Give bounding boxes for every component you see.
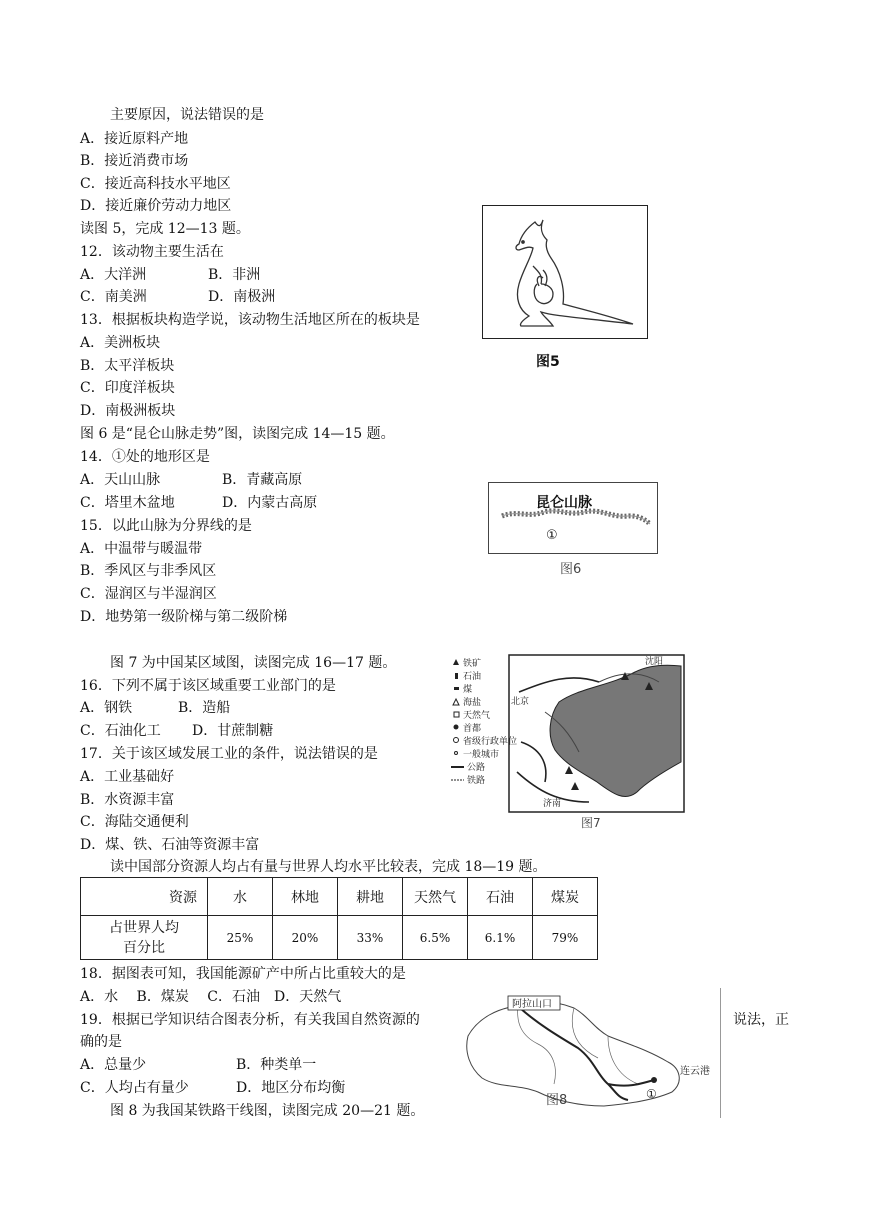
figure-7 <box>449 652 687 830</box>
table-header-cell: 天然气 <box>403 878 468 916</box>
question-18: 18．据图表可知，我国能源矿产中所占比重较大的是 <box>80 966 406 982</box>
option-15-a: A．中温带与暖温带 <box>80 541 203 557</box>
legend-label: 天然气 <box>463 711 491 721</box>
legend-label: 石油 <box>463 672 482 682</box>
region-map <box>449 652 687 830</box>
fig8-instruction: 图 8 为我国某铁路干线图，读图完成 20—21 题。 <box>110 1103 425 1119</box>
figure-8-caption: 图8 <box>546 1093 568 1108</box>
city-label-jinan: 济南 <box>543 799 562 809</box>
legend-label: 首都 <box>463 724 482 734</box>
option-11-d: D．接近廉价劳动力地区 <box>80 198 232 214</box>
option-13-d: D．南极洲板块 <box>80 403 176 419</box>
option-12-d: D．南极洲 <box>208 289 276 305</box>
option-11-b: B．接近消费市场 <box>80 153 189 169</box>
option-11-a: A．接近原料产地 <box>80 131 189 147</box>
option-17-c: C．海陆交通便利 <box>80 814 189 830</box>
city-label-beijing: 北京 <box>511 697 530 707</box>
legend-label: 公路 <box>467 763 486 773</box>
option-19-d: D．地区分布均衡 <box>236 1080 346 1096</box>
options-18: A．水 B．煤炭 C．石油 D．天然气 <box>80 989 342 1005</box>
map-marker-1: ① <box>646 1087 657 1101</box>
option-14-c: C．塔里木盆地 <box>80 495 175 511</box>
table-value-row <box>81 916 598 960</box>
table-cell: 79% <box>533 916 598 960</box>
legend-label: 海盐 <box>463 698 482 708</box>
fig7-instruction: 图 7 为中国某区域图，读图完成 16—17 题。 <box>110 655 397 671</box>
question-19-tail: 确的是 <box>80 1034 122 1050</box>
question-16: 16．下列不属于该区域重要工业部门的是 <box>80 678 336 694</box>
question-11-stem-tail: 主要原因，说法错误的是 <box>110 107 264 123</box>
legend-label: 铁路 <box>467 776 486 786</box>
map-legend <box>451 657 517 786</box>
question-14: 14．①处的地形区是 <box>80 449 210 465</box>
legend-label: 一般城市 <box>463 750 500 760</box>
table-cell: 25% <box>208 916 273 960</box>
option-15-b: B．季风区与非季风区 <box>80 563 217 579</box>
option-17-b: B．水资源丰富 <box>80 792 175 808</box>
option-16-c: C．石油化工 <box>80 723 161 739</box>
resource-comparison-table <box>80 877 598 960</box>
option-19-b: B．种类单一 <box>236 1057 317 1073</box>
option-13-b: B．太平洋板块 <box>80 358 175 374</box>
figure-8 <box>458 988 721 1118</box>
table-cell: 20% <box>273 916 338 960</box>
table-header-row <box>81 878 598 916</box>
option-12-c: C．南美洲 <box>80 289 147 305</box>
map-label-lianyungang: 连云港 <box>680 1066 710 1077</box>
table-header-cell: 资源 <box>81 878 208 916</box>
figure-5-frame <box>482 205 648 339</box>
question-17: 17．关于该区域发展工业的条件，说法错误的是 <box>80 746 378 762</box>
table-cell: 6.1% <box>468 916 533 960</box>
option-14-a: A．天山山脉 <box>80 472 161 488</box>
legend-label: 铁矿 <box>463 659 482 669</box>
fig5-instruction: 读图 5，完成 12—13 题。 <box>80 221 250 237</box>
table-cell: 6.5% <box>403 916 468 960</box>
figure-5-caption: 图5 <box>536 354 560 370</box>
question-19-continued: 说法，正 <box>733 1012 789 1028</box>
option-15-d: D．地势第一级阶梯与第二级阶梯 <box>80 609 288 625</box>
legend-label: 煤 <box>463 685 473 695</box>
option-19-c: C．人均占有量少 <box>80 1080 189 1096</box>
option-11-c: C．接近高科技水平地区 <box>80 176 231 192</box>
table-instruction: 读中国部分资源人均占有量与世界人均水平比较表，完成 18—19 题。 <box>110 859 547 875</box>
question-19: 19．根据已学知识结合图表分析，有关我国自然资源的 <box>80 1012 420 1028</box>
option-13-a: A．美洲板块 <box>80 335 161 351</box>
table-header-cell: 石油 <box>468 878 533 916</box>
figure-6-title: 昆仑山脉 <box>536 495 592 511</box>
option-13-c: C．印度洋板块 <box>80 380 175 396</box>
figure-7-caption: 图7 <box>581 816 601 830</box>
table-row-label-line: 百分比 <box>123 939 165 956</box>
kangaroo-illustration <box>483 206 647 338</box>
option-14-b: B．青藏高原 <box>222 472 303 488</box>
figure-6-caption: 图6 <box>560 562 582 577</box>
option-15-c: C．湿润区与半湿润区 <box>80 586 217 602</box>
railway-map <box>458 988 720 1118</box>
option-16-b: B．造船 <box>178 700 231 716</box>
fig6-instruction: 图 6 是“昆仑山脉走势”图，读图完成 14—15 题。 <box>80 426 395 442</box>
option-12-a: A．大洋洲 <box>80 267 147 283</box>
table-header-cell: 煤炭 <box>533 878 598 916</box>
legend-label: 省级行政单位 <box>463 737 518 747</box>
figure-6-marker: ① <box>546 528 558 543</box>
map-label-alashankou: 阿拉山口 <box>512 999 552 1010</box>
option-12-b: B．非洲 <box>208 267 261 283</box>
table-row-label-line: 占世界人均 <box>109 919 179 936</box>
figure-6 <box>488 482 658 578</box>
option-19-a: A．总量少 <box>80 1057 147 1073</box>
table-cell: 33% <box>338 916 403 960</box>
table-header-cell: 水 <box>208 878 273 916</box>
mountain-range-icon <box>488 482 658 552</box>
city-label-shenyang: 沈阳 <box>645 657 664 667</box>
option-16-a: A．钢铁 <box>80 700 133 716</box>
option-17-a: A．工业基础好 <box>80 769 175 785</box>
station-marker <box>651 1077 657 1083</box>
option-17-d: D．煤、铁、石油等资源丰富 <box>80 837 260 853</box>
question-13: 13．根据板块构造学说，该动物生活地区所在的板块是 <box>80 312 420 328</box>
table-header-cell: 耕地 <box>338 878 403 916</box>
question-12: 12．该动物主要生活在 <box>80 244 224 260</box>
option-16-d: D．甘蔗制糖 <box>192 723 274 739</box>
question-15: 15．以此山脉为分界线的是 <box>80 518 252 534</box>
table-row-label <box>81 916 208 960</box>
option-14-d: D．内蒙古高原 <box>222 495 318 511</box>
table-header-cell: 林地 <box>273 878 338 916</box>
